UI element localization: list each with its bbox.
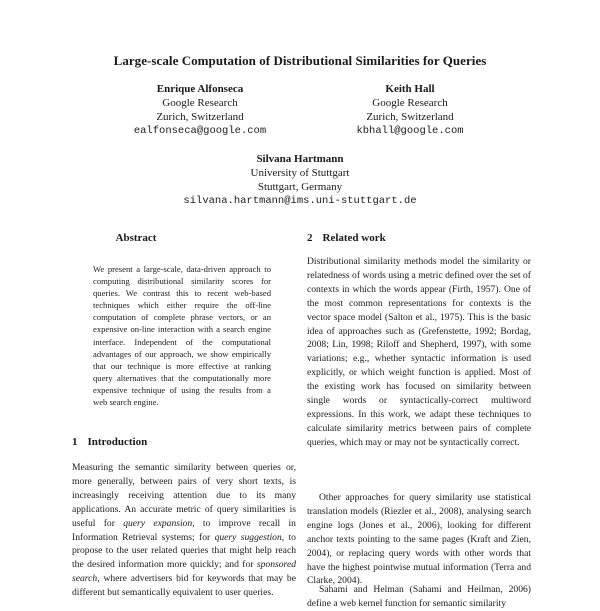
emphasis-term: query expansion bbox=[123, 517, 193, 529]
paper-title: Large-scale Computation of Distributional Similarities for Queries bbox=[113, 53, 487, 68]
section-heading-introduction bbox=[72, 436, 147, 448]
author-email: ealfonseca@google.com bbox=[133, 125, 267, 137]
author-name: Silvana Hartmann bbox=[256, 153, 344, 165]
author-email: silvana.hartmann@ims.uni-stuttgart.de bbox=[183, 195, 417, 207]
introduction-paragraph: Measuring the semantic similarity between queries or, more generally, between pairs of very short texts, is increasingly receiving attention due to its many applications. An accurate metric of query similarities is useful for query expansion, to improve recall in Information Retrieval systems; for query suggestion, to propose to the user related queries that might help reach the desired information more quickly; and for sponsored search, where advertisers bid for keywords that may be different but semantically equivalent to user queries. bbox=[72, 462, 296, 599]
author-email: kbhall@google.com bbox=[356, 125, 464, 137]
author-block bbox=[100, 82, 300, 138]
related-work-paragraph: Distributional similarity methods model the similarity or relatedness of words using a metric defined over the set of contexts in which the words appear (Firth, 1957). One of the most common representations for contexts is the vector space model (Salton et al., 1975). This is the basic idea of approaches such as (Grefenstette, 1992; Bordag, 2008; Lin, 1998; Riloff and Shepherd, 1997), with some variations; e.g., whether syntactic information is used explicitly, or which weight function is applied. Most of the existing work has focused on similarity between single words or syntactically-correct multiword expressions. In this work, we adapt these techniques to calculate similarity metrics between pairs of complete queries, which may or may not be syntactically correct. bbox=[307, 256, 531, 448]
abstract-heading: Abstract bbox=[115, 232, 157, 244]
author-affiliation: Google Research bbox=[372, 97, 448, 109]
abstract-text: We present a large-scale, data-driven approach to computing distributional similarity scores for queries. We contrast this to recent web-based techniques which either require the off-line computation of complete phrase vectors, or an expensive on-line interaction with a search engine interface. Independent of the computational advantages of our approach, we show empirically that our technique is more effective at ranking query alternatives that the computationally more expensive technique of using the results from a web search engine. bbox=[93, 264, 271, 408]
author-affiliation: University of Stuttgart bbox=[250, 167, 350, 179]
author-affiliation: Google Research bbox=[162, 97, 238, 109]
related-work-paragraph: Other approaches for query similarity use statistical translation models (Riezler et al., 2008), analysing search engine logs (Jones et al., 2006), looking for different anchor texts pointing to the same pages (Kraft and Zien, 2004), or replacing query words with other words that have the highest pointwise mutual information (Terra and Clarke, 2004). bbox=[307, 492, 531, 587]
emphasis-term: sponsored search bbox=[72, 559, 296, 585]
section-heading-related-work bbox=[307, 232, 386, 244]
section-number: 2 bbox=[307, 232, 313, 244]
author-location: Zurich, Switzerland bbox=[156, 111, 244, 123]
author-name: Enrique Alfonseca bbox=[156, 83, 244, 95]
author-name: Keith Hall bbox=[385, 83, 435, 95]
author-block bbox=[150, 152, 450, 208]
section-title: Introduction bbox=[87, 436, 148, 448]
emphasis-term: query suggestion bbox=[214, 531, 282, 543]
author-block bbox=[310, 82, 510, 138]
section-title: Related work bbox=[322, 232, 386, 244]
author-location: Zurich, Switzerland bbox=[366, 111, 454, 123]
related-work-paragraph: Sahami and Helman (Sahami and Heilman, 2006) define a web kernel function for semantic similarity bbox=[307, 584, 531, 609]
author-location: Stuttgart, Germany bbox=[257, 181, 343, 193]
section-number: 1 bbox=[72, 436, 78, 448]
